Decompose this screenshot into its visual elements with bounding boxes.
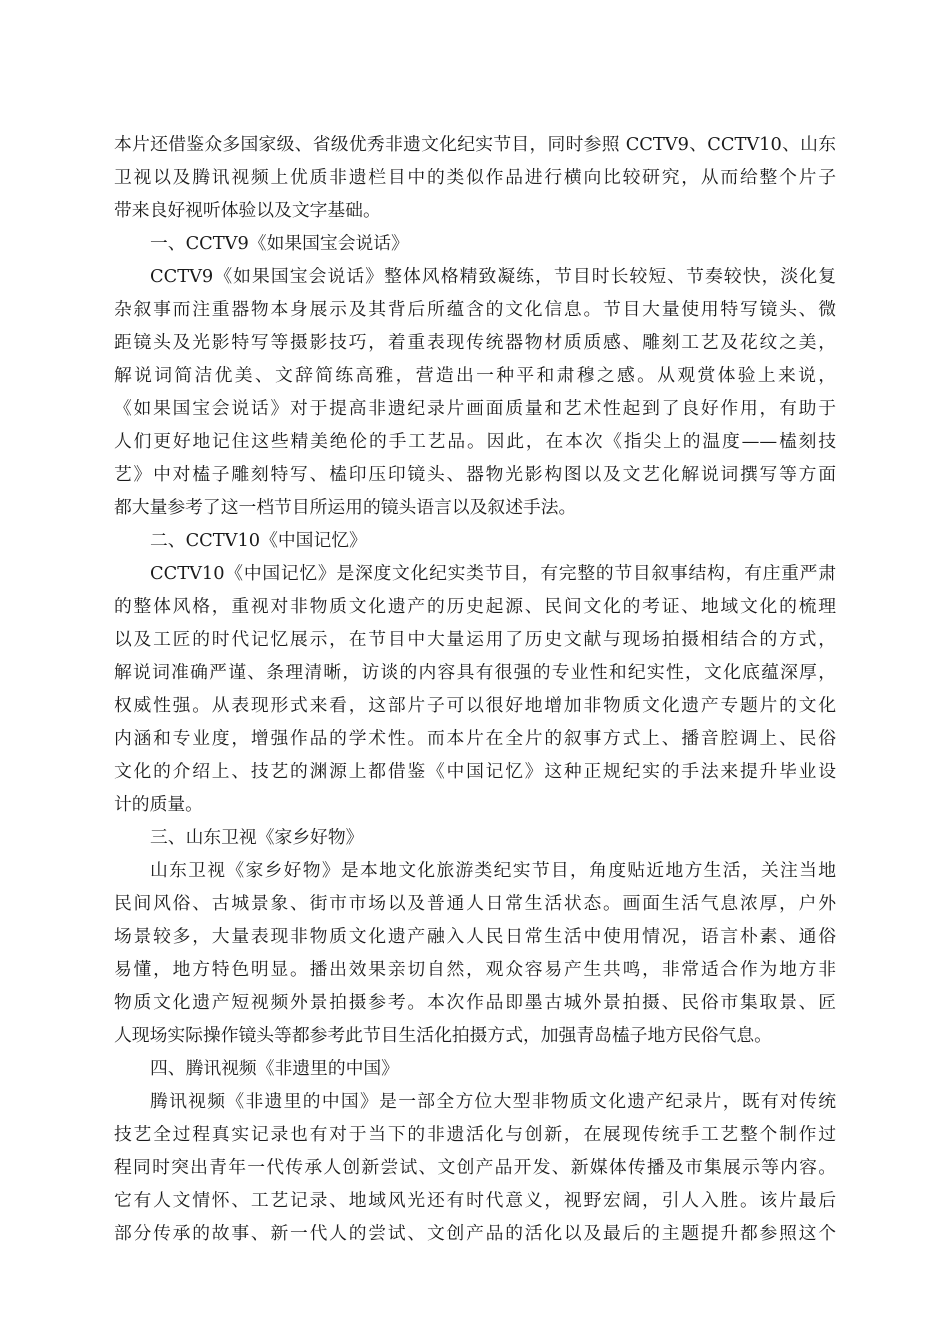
text-line: CCTV10《中国记忆》是深度文化纪实类节目，有完整的节目叙事结构，有庄重严肃: [150, 563, 836, 584]
text-line: 人现场实际操作镜头等都参考此节目生活化拍摄方式，加强青岛榼子地方民俗气息。: [114, 1025, 772, 1046]
text-line: 文化的介绍上、技艺的渊源上都借鉴《中国记忆》这种正规纪实的手法来提升毕业设: [114, 761, 836, 782]
text-line: 以及工匠的时代记忆展示，在节目中大量运用了历史文献与现场拍摄相结合的方式，: [114, 629, 836, 650]
document-body: [114, 128, 836, 1250]
text-line: 易懂，地方特色明显。播出效果亲切自然，观众容易产生共鸣，非常适合作为地方非: [114, 959, 836, 980]
text-line: 解说词简洁优美、文辞简练高雅，营造出一种平和肃穆之感。从观赏体验上来说，: [114, 365, 836, 386]
text-line: 物质文化遗产短视频外景拍摄参考。本次作品即墨古城外景拍摄、民俗市集取景、匠: [114, 992, 836, 1013]
text-line: 解说词准确严谨、条理清晰，访谈的内容具有很强的专业性和纪实性，文化底蕴深厚，: [114, 662, 836, 683]
text-line: 本片还借鉴众多国家级、省级优秀非遗文化纪实节目，同时参照 CCTV9、CCTV10、山东: [114, 134, 836, 155]
text-line: 它有人文情怀、工艺记录、地域风光还有时代意义，视野宏阔，引人入胜。该片最后: [114, 1190, 836, 1211]
text-line: 计的质量。: [114, 794, 203, 815]
text-line: 距镜头及光影特写等摄影技巧，着重表现传统器物材质质感、雕刻工艺及花纹之美，: [114, 332, 836, 353]
intro-paragraph: [114, 128, 836, 227]
text-line: 带来良好视听体验以及文字基础。: [114, 200, 381, 221]
section-1: [114, 227, 836, 524]
text-line: 程同时突出青年一代传承人创新尝试、文创产品开发、新媒体传播及市集展示等内容。: [114, 1157, 836, 1178]
section-heading: 四、腾讯视频《非遗里的中国》: [150, 1058, 399, 1079]
text-line: 技艺全过程真实记录也有对于当下的非遗活化与创新，在展现传统手工艺整个制作过: [114, 1124, 836, 1145]
section-3: [114, 821, 836, 1052]
section-heading: 三、山东卫视《家乡好物》: [150, 827, 364, 848]
text-line: 场景较多，大量表现非物质文化遗产融入人民日常生活中使用情况，语言朴素、通俗: [114, 926, 836, 947]
text-line: 内涵和专业度，增强作品的学术性。而本片在全片的叙事方式上、播音腔调上、民俗: [114, 728, 836, 749]
text-line: 都大量参考了这一档节目所运用的镜头语言以及叙述手法。: [114, 497, 577, 518]
section-4: [114, 1052, 836, 1250]
section-heading: 一、CCTV9《如果国宝会说话》: [150, 233, 409, 254]
text-line: 的整体风格，重视对非物质文化遗产的历史起源、民间文化的考证、地域文化的梳理: [114, 596, 836, 617]
text-line: 《如果国宝会说话》对于提高非遗纪录片画面质量和艺术性起到了良好作用，有助于: [114, 398, 836, 419]
text-line: 腾讯视频《非遗里的中国》是一部全方位大型非物质文化遗产纪录片，既有对传统: [150, 1091, 836, 1112]
text-line: 艺》中对榼子雕刻特写、榼印压印镜头、器物光影构图以及文艺化解说词撰写等方面: [114, 464, 836, 485]
text-line: 卫视以及腾讯视频上优质非遗栏目中的类似作品进行横向比较研究，从而给整个片子: [114, 167, 836, 188]
text-line: 部分传承的故事、新一代人的尝试、文创产品的活化以及最后的主题提升都参照这个: [114, 1223, 836, 1244]
section-heading: 二、CCTV10《中国记忆》: [150, 530, 367, 551]
text-line: CCTV9《如果国宝会说话》整体风格精致凝练，节目时长较短、节奏较快，淡化复: [150, 266, 836, 287]
text-line: 人们更好地记住这些精美绝伦的手工艺品。因此，在本次《指尖上的温度——榼刻技: [114, 431, 836, 452]
text-line: 民间风俗、古城景象、街市市场以及普通人日常生活状态。画面生活气息浓厚，户外: [114, 893, 836, 914]
section-2: [114, 524, 836, 821]
text-line: 杂叙事而注重器物本身展示及其背后所蕴含的文化信息。节目大量使用特写镜头、微: [114, 299, 836, 320]
text-line: 权威性强。从表现形式来看，这部片子可以很好地增加非物质文化遗产专题片的文化: [114, 695, 836, 716]
text-line: 山东卫视《家乡好物》是本地文化旅游类纪实节目，角度贴近地方生活，关注当地: [150, 860, 836, 881]
